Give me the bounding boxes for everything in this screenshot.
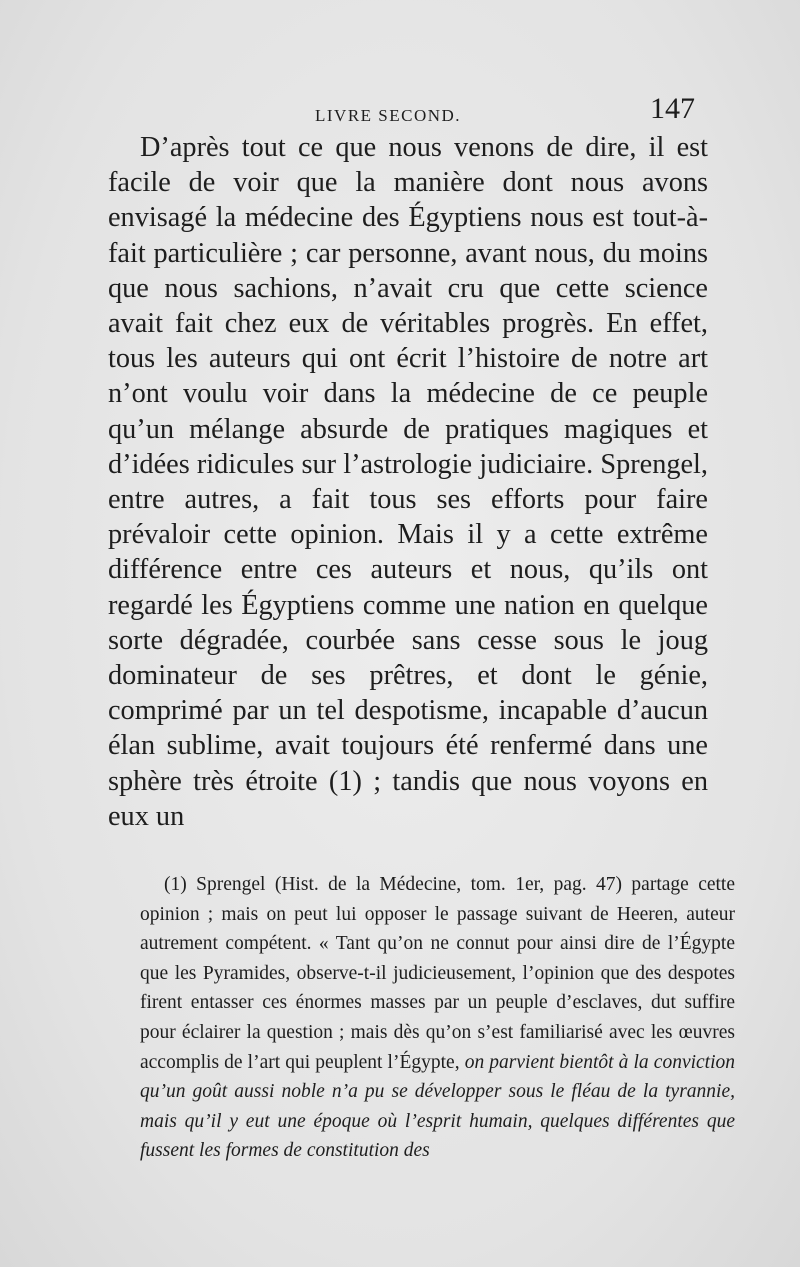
running-head: LIVRE SECOND.	[315, 106, 462, 125]
page-header	[110, 92, 695, 134]
page-number: 147	[650, 92, 695, 125]
footnote-roman-text: (1) Sprengel (Hist. de la Médecine, tom. 1er, pag. 47) partage cette opinion ; mais on peut lui opposer le passage suivant de Heeren, auteur autrement compétent. « Tant qu’on ne connut pour ainsi dire de l’Égypte que les Pyramides, observe-t-il judicieusement, l’opinion que des despotes firent entasser ces énormes masses par un peuple d’esclaves, dut suffire pour éclairer la question ; mais dès qu’on s’est familiarisé avec les œuvres accomplis de l’art qui peuplent l’Égypte,	[140, 874, 735, 1073]
footnote-italic-text: on parvient bientôt à la conviction qu’un goût aussi noble n’a pu se développer sous le fléau de la tyrannie, mais qu’il y eut une époque où l’esprit humain, quelques différentes que fussent les formes de constitution des	[140, 1051, 736, 1162]
footnote	[140, 870, 735, 1166]
main-paragraph: D’après tout ce que nous venons de dire, il est facile de voir que la manière dont nous avons envisagé la médecine des Égyptiens nous est tout-à-fait particulière ; car personne, avant nous, du moins que nous sachions, n’avait cru que cette science avait fait chez eux de véritables progrès. En effet, tous les auteurs qui ont écrit l’histoire de notre art n’ont voulu voir dans la médecine de ce peuple qu’un mélange absurde de pratiques magiques et d’idées ridicules sur l’astrologie judiciaire. Sprengel, entre autres, a fait tous ses efforts pour faire prévaloir cette opinion. Mais il y a cette extrême différence entre ces auteurs et nous, qu’ils ont regardé les Égyptiens comme une nation en quelque sorte dégradée, courbée sans cesse sous le joug dominateur de ses prêtres, et dont le génie, comprimé par un tel despotisme, incapable d’aucun élan sublime, avait toujours été renfermé dans une sphère très étroite (1) ; tandis que nous voyons en eux un	[108, 132, 708, 832]
